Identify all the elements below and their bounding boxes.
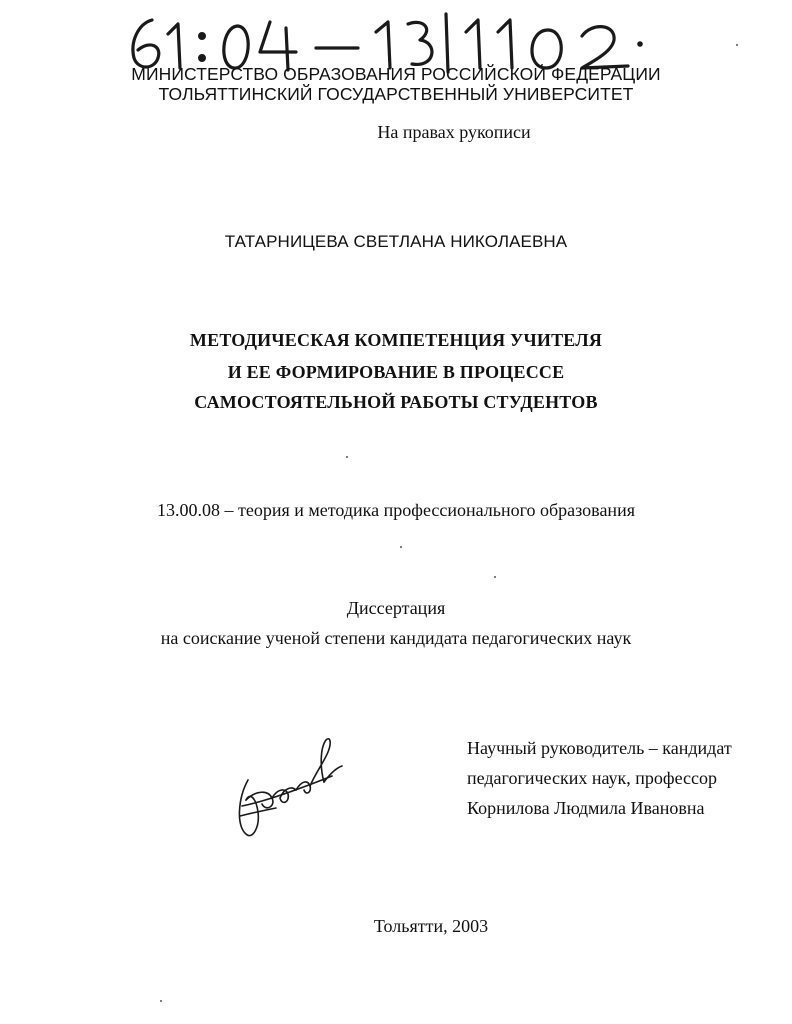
work-type: Диссертация	[346, 598, 446, 618]
ministry-name: МИНИСТЕРСТВО ОБРАЗОВАНИЯ РОССИЙСКОЙ ФЕДЕРАЦИИ	[131, 64, 661, 84]
city-and-year: Тольятти, 2003	[373, 916, 489, 936]
scan-speck	[400, 546, 402, 548]
supervisor-line-2: педагогических наук, профессор	[467, 768, 718, 788]
degree-sought: на соискание ученой степени кандидата педагогических наук	[160, 628, 632, 648]
thesis-title-line-2: И ЕЕ ФОРМИРОВАНИЕ В ПРОЦЕССЕ	[227, 362, 565, 382]
specialty-code: 13.00.08 – теория и методика профессионального образования	[157, 500, 635, 520]
thesis-title-line-1: МЕТОДИЧЕСКАЯ КОМПЕТЕНЦИЯ УЧИТЕЛЯ	[189, 330, 603, 350]
university-name: ТОЛЬЯТТИНСКИЙ ГОСУДАРСТВЕННЫЙ УНИВЕРСИТЕТ	[158, 84, 634, 104]
scan-speck	[346, 456, 348, 458]
signature-image	[232, 732, 352, 842]
scan-speck	[736, 44, 738, 46]
supervisor-line-1: Научный руководитель – кандидат	[467, 738, 732, 758]
scan-speck	[494, 576, 496, 578]
supervisor-name: Корнилова Людмила Ивановна	[467, 798, 705, 818]
manuscript-rights-note: На правах рукописи	[377, 122, 531, 142]
scan-speck	[160, 1000, 162, 1002]
thesis-title-line-3: САМОСТОЯТЕЛЬНОЙ РАБОТЫ СТУДЕНТОВ	[194, 392, 598, 412]
author-name: ТАТАРНИЦЕВА СВЕТЛАНА НИКОЛАЕВНА	[224, 232, 568, 251]
